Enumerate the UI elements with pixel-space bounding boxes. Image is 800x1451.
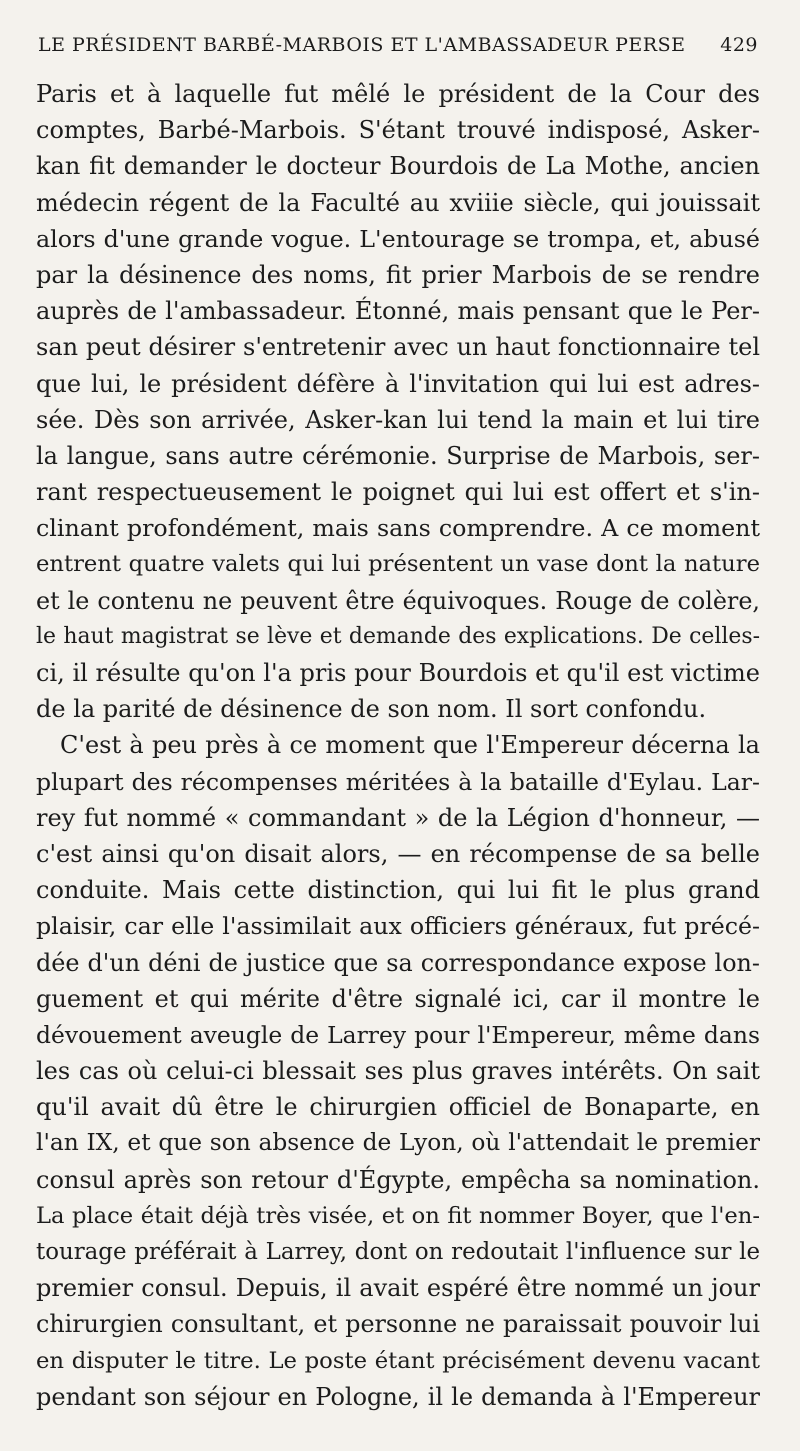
text-line: qu'il avait dû être le chirurgien officiel de Bonaparte, en <box>36 1093 760 1122</box>
text-line: par la désinence des noms, fit prier Marbois de se rendre <box>36 260 760 289</box>
text-line: guement et qui mérite d'être signalé ici, car il montre le <box>36 984 760 1013</box>
running-header <box>38 30 758 60</box>
text-line: C'est à peu près à ce moment que l'Empereur décerna la <box>60 731 760 760</box>
body-text <box>36 76 760 1415</box>
text-line: rey fut nommé « commandant » de la Légion d'honneur, — <box>36 803 760 832</box>
text-line: médecin régent de la Faculté au xviiie siècle, qui jouissait <box>36 188 760 217</box>
text-line: consul après son retour d'Égypte, empêcha sa nomination. <box>36 1165 760 1194</box>
text-line: l'an IX, et que son absence de Lyon, où l'attendait le premier <box>36 1129 760 1157</box>
text-line: pendant son séjour en Pologne, il le demanda à l'Empereur <box>36 1382 760 1411</box>
text-line: sée. Dès son arrivée, Asker-kan lui tend la main et lui tire <box>36 405 760 434</box>
text-line: plupart des récompenses méritées à la bataille d'Eylau. Lar- <box>36 767 760 796</box>
text-line: et le contenu ne peuvent être équivoques. Rouge de colère, <box>36 586 760 615</box>
text-line: dévouement aveugle de Larrey pour l'Empereur, même dans <box>36 1020 760 1049</box>
text-line: premier consul. Depuis, il avait espéré être nommé un jour <box>36 1274 760 1303</box>
text-line: comptes, Barbé-Marbois. S'étant trouvé indisposé, Asker- <box>36 116 760 145</box>
text-line: La place était déjà très visée, et on fit nommer Boyer, que l'en- <box>36 1202 760 1229</box>
page-number: 429 <box>720 34 758 56</box>
text-line: la langue, sans autre cérémonie. Surprise de Marbois, ser- <box>36 441 760 470</box>
header-title: LE PRÉSIDENT BARBÉ-MARBOIS ET L'AMBASSADEUR PERSE <box>38 34 686 56</box>
text-line: en disputer le titre. Le poste étant précisément devenu vacant <box>36 1347 760 1374</box>
text-line: clinant profondément, mais sans comprendre. A ce moment <box>36 514 760 543</box>
text-line: de la parité de désinence de son nom. Il sort confondu. <box>36 695 707 724</box>
text-line: plaisir, car elle l'assimilait aux officiers généraux, fut précé- <box>36 912 760 941</box>
text-line: rant respectueusement le poignet qui lui est offert et s'in- <box>36 478 760 507</box>
text-line: tourage préférait à Larrey, dont on redoutait l'influence sur le <box>36 1239 760 1265</box>
text-line: les cas où celui-ci blessait ses plus graves intérêts. On sait <box>36 1057 760 1086</box>
text-line: kan fit demander le docteur Bourdois de La Mothe, ancien <box>36 152 760 181</box>
text-line: que lui, le président défère à l'invitation qui lui est adres- <box>36 369 760 398</box>
text-line: alors d'une grande vogue. L'entourage se trompa, et, abusé <box>36 224 760 253</box>
text-line: ci, il résulte qu'on l'a pris pour Bourdois et qu'il est victime <box>36 659 760 687</box>
text-line: le haut magistrat se lève et demande des explications. De celles- <box>36 623 760 649</box>
text-line: dée d'un déni de justice que sa correspondance expose lon- <box>36 948 760 977</box>
text-line: entrent quatre valets qui lui présentent un vase dont la nature <box>36 551 760 578</box>
text-line: Paris et à laquelle fut mêlé le président de la Cour des <box>36 80 760 108</box>
text-line: auprès de l'ambassadeur. Étonné, mais pensant que le Per- <box>36 297 760 326</box>
text-line: c'est ainsi qu'on disait alors, — en récompense de sa belle <box>36 839 760 868</box>
text-line: chirurgien consultant, et personne ne paraissait pouvoir lui <box>36 1310 760 1339</box>
text-line: conduite. Mais cette distinction, qui lui fit le plus grand <box>36 876 760 905</box>
text-line: san peut désirer s'entretenir avec un haut fonctionnaire tel <box>36 333 760 362</box>
